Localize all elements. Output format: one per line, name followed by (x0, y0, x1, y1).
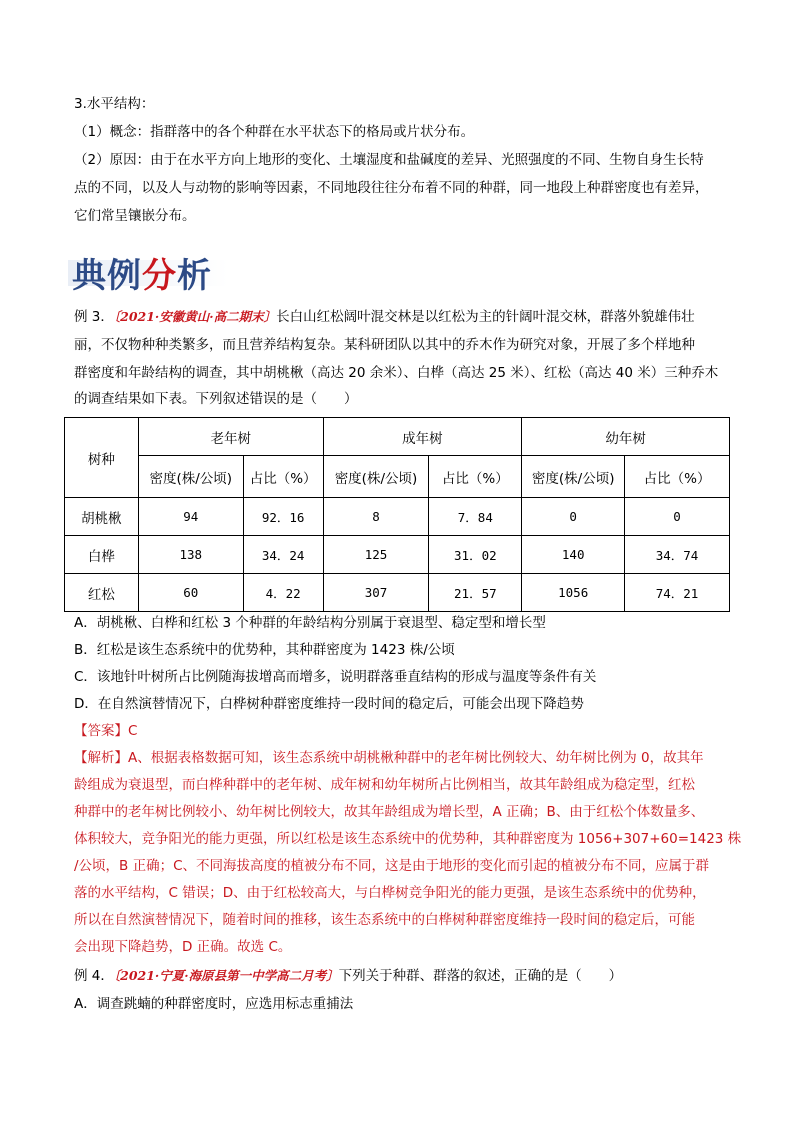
example3-line-3: 群密度和年龄结构的调查，其中胡桃楸（高达 20 余米）、白桦（高达 25 米）、红松（高达 40 米）三种乔木 (74, 365, 719, 381)
subheader-cell: 密度(株/公顷) (138, 456, 243, 498)
banner-char-1: 典 (72, 256, 107, 296)
answer: 【答案】C (74, 723, 138, 739)
subheader-cell: 占比（%） (429, 456, 522, 498)
example4-question: 下列关于种群、群落的叙述，正确的是（ ） (338, 968, 623, 984)
example4-source: 〔2021·宁夏·海原县第一中学高二月考〕 (113, 968, 339, 983)
banner-char-2: 例 (107, 256, 142, 296)
option-c: C．该地针叶树所占比例随海拔增高而增多，说明群落垂直结构的形成与温度等条件有关 (74, 669, 597, 685)
table-subheader-row (65, 456, 730, 498)
table-cell: 21．57 (429, 574, 522, 612)
table-cell: 34．24 (243, 536, 323, 574)
example4-line-1 (74, 962, 724, 990)
analysis-line-8: 会出现下降趋势，D 正确。故选 C。 (74, 939, 292, 955)
survey-table (64, 417, 730, 612)
cause-line-1: （2）原因：由于在水平方向上地形的变化、土壤湿度和盐碱度的差异、光照强度的不同、生物自身生长特 (74, 152, 704, 168)
analysis-line-4: 体积较大，竞争阳光的能力更强，所以红松是该生态系统中的优势种，其种群密度为 1056+307+60=1423 株 (74, 831, 742, 847)
row-species: 红松 (65, 574, 139, 612)
banner-char-3: 分 (142, 256, 177, 296)
row-species: 胡桃楸 (65, 498, 139, 536)
table-cell: 4．22 (243, 574, 323, 612)
table-cell: 74．21 (625, 574, 730, 612)
table-cell: 138 (138, 536, 243, 574)
example3-source: 〔2021·安徽黄山·高二期末〕 (113, 309, 277, 324)
option-d: D．在自然演替情况下，白桦树种群密度维持一段时间的稳定后，可能会出现下降趋势 (74, 696, 584, 712)
header-group-adult: 成年树 (323, 418, 522, 456)
table-row (65, 574, 730, 612)
example4-option-a: A．调查跳蝻的种群密度时，应选用标志重捕法 (74, 996, 354, 1012)
table-cell: 1056 (522, 574, 625, 612)
option-a: A．胡桃楸、白桦和红松 3 个种群的年龄结构分别属于衰退型、稳定型和增长型 (74, 615, 546, 631)
analysis-line-6: 落的水平结构，C 错误；D、由于红松较高大，与白桦树竞争阳光的能力更强，是该生态系统中的优势种， (74, 885, 706, 901)
example3-text-1: 长白山红松阔叶混交林是以红松为主的针阔叶混交林，群落外貌雄伟壮 (276, 309, 695, 325)
example3-line-2: 丽，不仅物种种类繁多，而且营养结构复杂。某科研团队以其中的乔木作为研究对象，开展了多个样地种 (74, 337, 695, 353)
table-header-row (65, 418, 730, 456)
table-cell: 94 (138, 498, 243, 536)
cause-line-2: 点的不同，以及人与动物的影响等因素，不同地段往往分布着不同的种群，同一地段上种群密度也有差异， (74, 180, 709, 196)
example3-line-1 (74, 303, 724, 331)
analysis-line-5: /公顷，B 正确；C、不同海拔高度的植被分布不同，这是由于地形的变化而引起的植被分布不同，应属于群 (74, 858, 710, 874)
subheader-cell: 密度(株/公顷) (323, 456, 429, 498)
analysis-line-1: 【解析】A、根据表格数据可知，该生态系统中胡桃楸种群中的老年树比例较大、幼年树比例为 0，故其年 (74, 750, 704, 766)
example-analysis-banner (68, 246, 238, 300)
analysis-line-3: 种群中的老年树比例较小、幼年树比例较大，故其年龄组成为增长型，A 正确；B、由于红松个体数量多、 (74, 804, 705, 820)
table-cell: 34．74 (625, 536, 730, 574)
table-row (65, 498, 730, 536)
table-row (65, 536, 730, 574)
banner-char-4: 析 (177, 256, 212, 296)
example4-label: 例 4． (74, 968, 114, 984)
table-cell: 125 (323, 536, 429, 574)
option-b: B．红松是该生态系统中的优势种，其种群密度为 1423 株/公顷 (74, 642, 455, 658)
row-species: 白桦 (65, 536, 139, 574)
cause-line-3: 它们常呈镶嵌分布。 (74, 208, 196, 224)
table-cell: 140 (522, 536, 625, 574)
subheader-cell: 密度(株/公顷) (522, 456, 625, 498)
table-cell: 8 (323, 498, 429, 536)
analysis-line-2: 龄组成为衰退型，而白桦种群中的老年树、成年树和幼年树所占比例相当，故其年龄组成为稳定型，红松 (74, 777, 695, 793)
analysis-line-7: 所以在自然演替情况下，随着时间的推移，该生态系统中的白桦树种群密度维持一段时间的稳定后，可能 (74, 912, 695, 928)
table-cell: 31．02 (429, 536, 522, 574)
table-cell: 60 (138, 574, 243, 612)
table-cell: 0 (522, 498, 625, 536)
table-cell: 0 (625, 498, 730, 536)
table-cell: 307 (323, 574, 429, 612)
concept-text: （1）概念：指群落中的各个种群在水平状态下的格局或片状分布。 (74, 124, 475, 140)
banner-title (72, 248, 212, 297)
example3-label: 例 3． (74, 309, 114, 325)
table-cell: 7．84 (429, 498, 522, 536)
header-group-old: 老年树 (138, 418, 323, 456)
subheader-cell: 占比（%） (625, 456, 730, 498)
header-species: 树种 (65, 418, 139, 498)
subheader-cell: 占比（%） (243, 456, 323, 498)
example3-line-4: 的调查结果如下表。下列叙述错误的是（ ） (74, 391, 358, 407)
section-heading: 3.水平结构： (74, 96, 155, 112)
table-cell: 92．16 (243, 498, 323, 536)
header-group-young: 幼年树 (522, 418, 730, 456)
